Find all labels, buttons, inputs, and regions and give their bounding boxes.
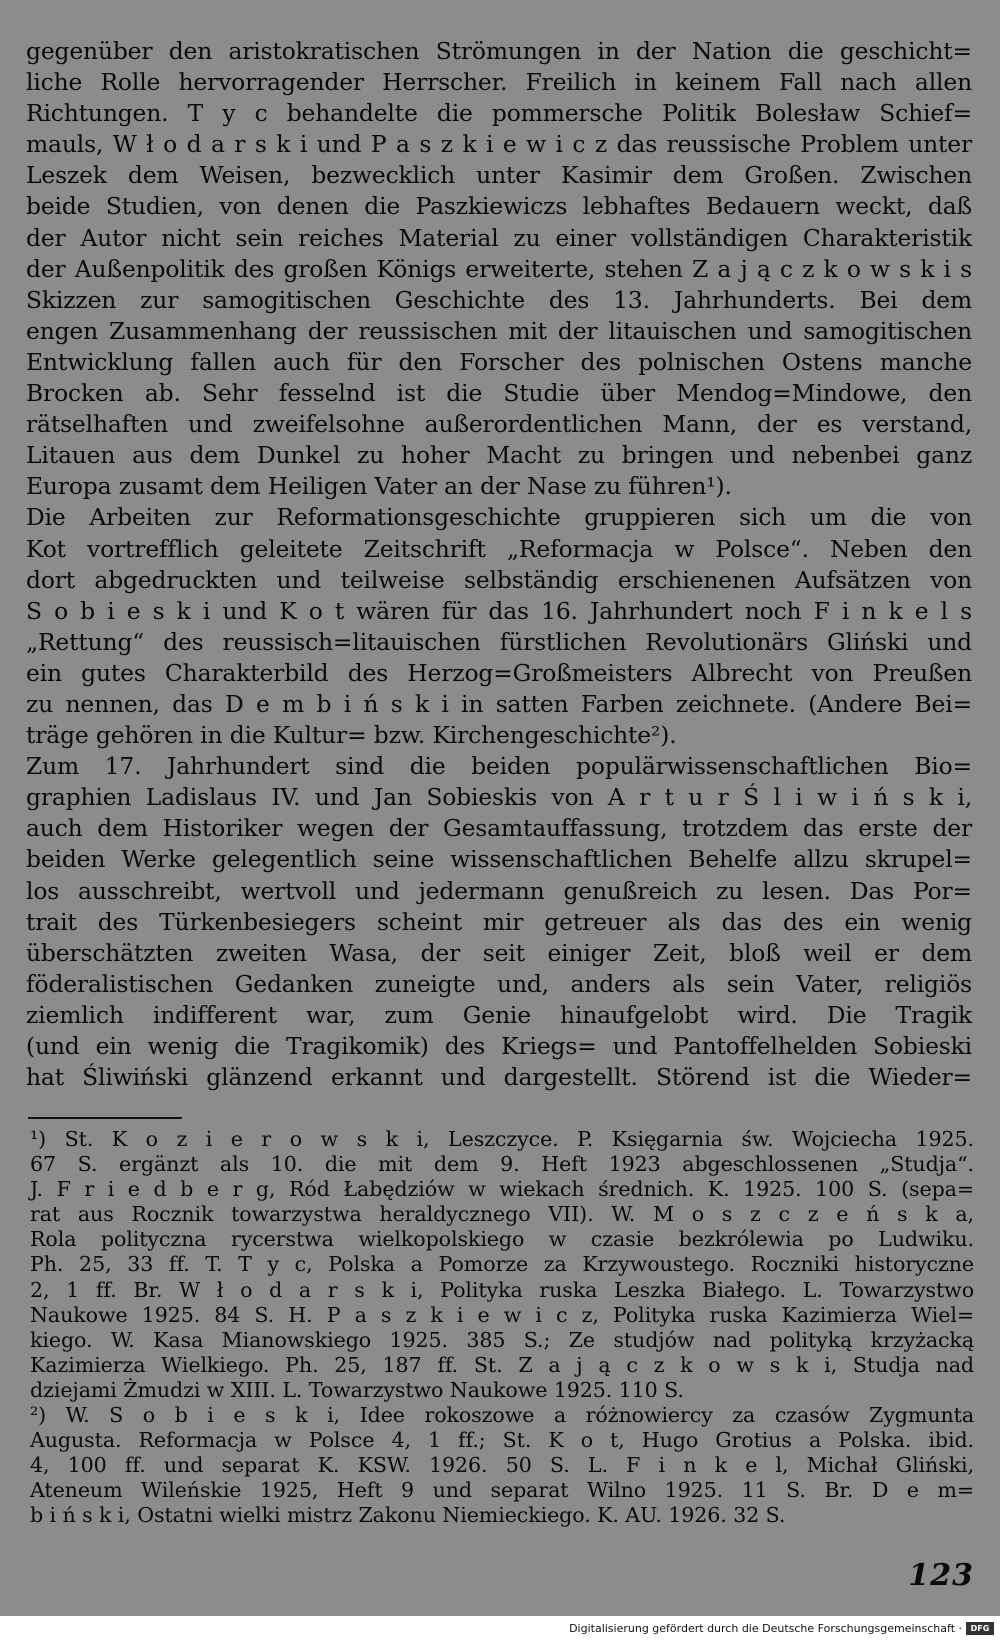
text-line: zu nennen, das D e m b i ń s k i in satten Farben zeichnete. (Andere Bei= <box>26 689 972 718</box>
text-line: Brocken ab. Sehr fesselnd ist die Studie über Mendog=Mindowe, den <box>26 379 972 408</box>
footnote-divider <box>28 1117 182 1119</box>
footnote-line: ¹) St. K o z i e r o w s k i, Leszczyce. P. Księgarnia św. Wojciecha 1925. <box>30 1127 974 1151</box>
footnote-line: rat aus Rocznik towarzystwa heraldycznego VII). W. M o s z c z e ń s k a, <box>30 1202 974 1227</box>
footnote-line: dziejami Żmudzi w XIII. L. Towarzystwo Naukowe 1925. 110 S. <box>30 1377 684 1402</box>
footnote-line: Augusta. Reformacja w Polsce 4, 1 ff.; St. K o t, Hugo Grotius a Polska. ibid. <box>30 1428 974 1453</box>
main-text <box>26 36 972 1093</box>
text-line: Leszek dem Weisen, bezwecklich unter Kasimir dem Großen. Zwischen <box>26 161 972 190</box>
text-line: hat Śliwiński glänzend erkannt und dargestellt. Störend ist die Wieder= <box>26 1063 972 1092</box>
text-line: träge gehören in die Kultur= bzw. Kirchengeschichte²). <box>26 721 677 750</box>
page-number: 123 <box>908 1558 974 1593</box>
text-line: liche Rolle hervorragender Herrscher. Freilich in keinem Fall nach allen <box>26 68 972 97</box>
text-line: ziemlich indifferent war, zum Genie hinaufgelobt wird. Die Tragik <box>26 1000 972 1029</box>
text-line: föderalistischen Gedanken zuneigte und, anders als sein Vater, religiös <box>26 969 972 998</box>
footnote-line: 4, 100 ff. und separat K. KSW. 1926. 50 S. L. F i n k e l, Michał Gliński, <box>30 1453 974 1478</box>
digitization-footer <box>0 1616 1000 1642</box>
text-line: ein gutes Charakterbild des Herzog=Großmeisters Albrecht von Preußen <box>26 658 972 687</box>
footnote-line: Ph. 25, 33 ff. T. T y c, Polska a Pomorze za Krzywoustego. Roczniki historyczne <box>30 1252 974 1277</box>
footnote-line: kiego. W. Kasa Mianowskiego 1925. 385 S.; Ze studjów nad polityką krzyżacką <box>30 1327 974 1352</box>
text-line: engen Zusammenhang der reussischen mit der litauischen und samogitischen <box>26 316 972 345</box>
text-line: Die Arbeiten zur Reformationsgeschichte gruppieren sich um die von <box>26 503 972 532</box>
text-line: dort abgedruckten und teilweise selbständig erschienenen Aufsätzen von <box>26 565 972 594</box>
dfg-logo: DFG <box>966 1622 994 1635</box>
text-line: Europa zusamt dem Heiligen Vater an der Nase zu führen¹). <box>26 472 732 501</box>
text-line: S o b i e s k i und K o t wären für das 16. Jahrhundert noch F i n k e l s <box>26 596 972 625</box>
footnote-line: ²) W. S o b i e s k i, Idee rokoszowe a różnowiercy za czasów Zygmunta <box>30 1403 974 1428</box>
footnote-line: J. F r i e d b e r g, Ród Łabędziów w wiekach średnich. K. 1925. 100 S. (sepa= <box>30 1177 974 1202</box>
text-line: „Rettung“ des reussisch=litauischen fürstlichen Revolutionärs Gliński und <box>26 627 972 656</box>
text-line: Litauen aus dem Dunkel zu hoher Macht zu bringen und nebenbei ganz <box>26 441 972 470</box>
footnote-line: 2, 1 ff. Br. W ł o d a r s k i, Polityka ruska Leszka Białego. L. Towarzystwo <box>30 1277 974 1302</box>
text-line: mauls, W ł o d a r s k i und P a s z k i e w i c z das reussische Problem unter <box>26 130 972 159</box>
text-line: Kot vortrefflich geleitete Zeitschrift „Reformacja w Polsce“. Neben den <box>26 534 972 563</box>
text-line: überschätzten zweiten Wasa, der seit einiger Zeit, bloß weil er dem <box>26 938 972 967</box>
text-line: trait des Türkenbesiegers scheint mir getreuer als das des ein wenig <box>26 907 972 936</box>
footnote-line: Rola polityczna rycerstwa wielkopolskiego w czasie bezkrólewia po Ludwiku. <box>30 1227 974 1252</box>
text-line: graphien Ladislaus IV. und Jan Sobieskis von A r t u r Ś l i w i ń s k i, <box>26 783 972 812</box>
text-line: Zum 17. Jahrhundert sind die beiden populärwissenschaftlichen Bio= <box>26 752 972 781</box>
text-line: der Autor nicht sein reiches Material zu einer vollständigen Charakteristik <box>26 223 972 252</box>
text-line: (und ein wenig die Tragikomik) des Kriegs= und Pantoffelhelden Sobieski <box>26 1032 972 1060</box>
text-line: beide Studien, von denen die Paszkiewiczs lebhaftes Bedauern weckt, daß <box>26 192 972 221</box>
footnote-line: 67 S. ergänzt als 10. die mit dem 9. Heft 1923 abgeschlossenen „Studja“. <box>30 1152 974 1177</box>
footnote-line: Kazimierza Wielkiego. Ph. 25, 187 ff. St. Z a j ą c z k o w s k i, Studja nad <box>30 1352 974 1377</box>
text-line: der Außenpolitik des großen Königs erweiterte, stehen Z a j ą c z k o w s k i s <box>26 254 972 283</box>
footnote-line: Ateneum Wileńskie 1925, Heft 9 und separat Wilno 1925. 11 S. Br. D e m= <box>30 1478 974 1503</box>
text-line: Skizzen zur samogitischen Geschichte des 13. Jahrhunderts. Bei dem <box>26 285 972 314</box>
text-line: beiden Werke gelegentlich seine wissenschaftlichen Behelfe allzu skrupel= <box>26 845 972 874</box>
footer-credit: Digitalisierung gefördert durch die Deutsche Forschungsgemeinschaft · <box>569 1622 962 1635</box>
footnote-line: Naukowe 1925. 84 S. H. P a s z k i e w i c z, Polityka ruska Kazimierza Wiel= <box>30 1302 974 1327</box>
text-line: los ausschreibt, wertvoll und jedermann genußreich zu lesen. Das Por= <box>26 876 972 905</box>
text-line: auch dem Historiker wegen der Gesamtauffassung, trotzdem das erste der <box>26 814 972 843</box>
text-line: Entwicklung fallen auch für den Forscher des polnischen Ostens manche <box>26 347 972 376</box>
text-line: Richtungen. T y c behandelte die pommersche Politik Bolesław Schief= <box>26 99 972 128</box>
footnotes <box>30 1127 974 1529</box>
text-line: rätselhaften und zweifelsohne außerordentlichen Mann, der es verstand, <box>26 410 972 439</box>
text-line: gegenüber den aristokratischen Strömungen in der Nation die geschicht= <box>26 37 972 65</box>
footnote-line: b i ń s k i, Ostatni wielki mistrz Zakonu Niemieckiego. K. AU. 1926. 32 S. <box>30 1503 786 1528</box>
